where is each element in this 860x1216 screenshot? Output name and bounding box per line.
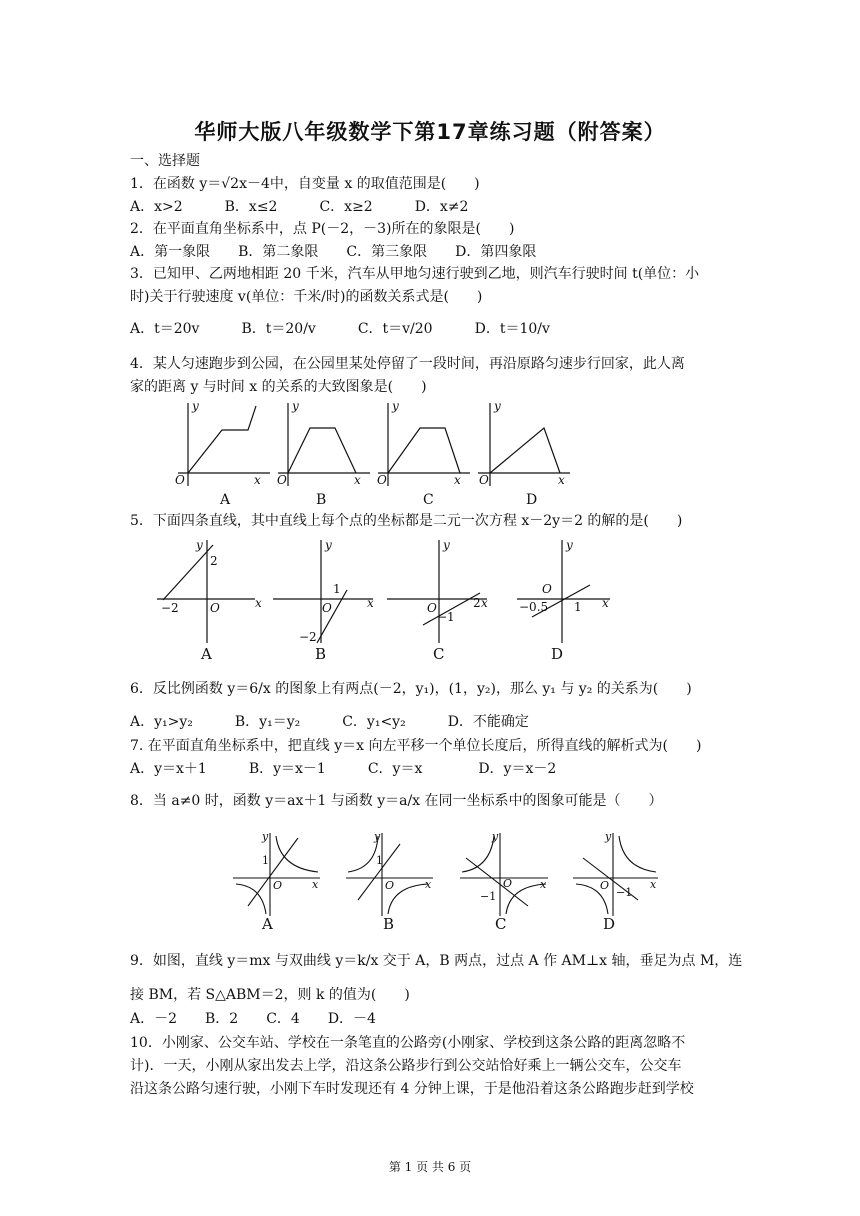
svg-text:O: O bbox=[377, 473, 387, 487]
q10-line3: 沿这条公路匀速行驶，小刚下车时发现还有 4 分钟上课，于是他沿着这条公路跑步赶到学校 bbox=[130, 1081, 694, 1097]
svg-text:A: A bbox=[201, 645, 212, 663]
svg-text:O: O bbox=[277, 473, 287, 487]
q1-options: A．x>2 B．x≤2 C．x≥2 D．x≠2 bbox=[130, 199, 469, 215]
svg-text:1: 1 bbox=[333, 582, 341, 596]
svg-text:x: x bbox=[454, 473, 461, 487]
svg-text:O: O bbox=[600, 879, 610, 892]
svg-text:1: 1 bbox=[376, 854, 383, 867]
svg-text:x: x bbox=[650, 878, 657, 891]
svg-text:B: B bbox=[316, 492, 327, 508]
svg-text:x: x bbox=[558, 473, 565, 487]
svg-text:B: B bbox=[383, 915, 395, 933]
q2-options: A．第一象限 B．第二象限 C．第三象限 D．第四象限 bbox=[130, 244, 537, 260]
q9-line1: 9．如图，直线 y＝mx 与双曲线 y＝k/x 交于 A，B 两点，过点 A 作 AM⊥x 轴，垂足为点 M，连 bbox=[130, 953, 743, 969]
svg-text:1: 1 bbox=[574, 600, 582, 614]
svg-text:x: x bbox=[255, 596, 262, 610]
q8-stem: 8．当 a≠0 时，函数 y＝ax＋1 与函数 y＝a/x 在同一坐标系中的图象可能是（ ） bbox=[130, 793, 663, 809]
q7-options: A．y＝x＋1 B．y＝x－1 C．y＝x D．y＝x－2 bbox=[130, 761, 557, 777]
q3-line1: 3．已知甲、乙两地相距 20 千米，汽车从甲地匀速行驶到乙地，则汽车行驶时间 t(单位：小 bbox=[130, 266, 700, 282]
svg-text:A: A bbox=[262, 915, 273, 933]
svg-text:x: x bbox=[425, 878, 432, 891]
section-heading: 一、选择题 bbox=[130, 153, 200, 169]
svg-text:O: O bbox=[542, 582, 552, 596]
svg-text:O: O bbox=[322, 601, 332, 615]
q9-options: A．－2 B．2 C．4 D．－4 bbox=[130, 1011, 376, 1027]
svg-text:D: D bbox=[603, 915, 616, 933]
svg-text:C: C bbox=[423, 492, 434, 508]
q10-line1: 10．小刚家、公交车站、学校在一条笔直的公路旁(小刚家、学校到这条公路的距离忽略不 bbox=[130, 1035, 686, 1051]
q1-stem: 1．在函数 y＝√2x－4中，自变量 x 的取值范围是( ) bbox=[130, 176, 480, 192]
svg-text:y: y bbox=[494, 399, 501, 413]
svg-text:x: x bbox=[354, 473, 361, 487]
svg-text:y: y bbox=[605, 830, 612, 843]
svg-text:y: y bbox=[325, 538, 332, 552]
q6-options: A．y₁>y₂ B．y₁＝y₂ C．y₁<y₂ D．不能确定 bbox=[130, 714, 529, 730]
svg-text:O: O bbox=[210, 601, 220, 615]
q5-stem: 5．下面四条直线，其中直线上每个点的坐标都是二元一次方程 x－2y＝2 的解的是( ) bbox=[130, 513, 683, 529]
svg-text:y: y bbox=[292, 399, 299, 413]
q4-line1: 4．某人匀速跑步到公园，在公园里某处停留了一段时间，再沿原路匀速步行回家，此人离 bbox=[130, 356, 685, 372]
svg-text:x: x bbox=[602, 596, 609, 610]
svg-text:y: y bbox=[196, 538, 203, 552]
svg-text:x: x bbox=[540, 878, 547, 891]
svg-text:y: y bbox=[492, 830, 499, 843]
page-footer: 第 1 页 共 6 页 bbox=[388, 1160, 472, 1174]
svg-text:y: y bbox=[443, 538, 450, 552]
svg-text:1: 1 bbox=[262, 854, 269, 867]
svg-text:D: D bbox=[551, 645, 564, 663]
q4-graphs bbox=[160, 398, 590, 508]
svg-text:x: x bbox=[481, 596, 488, 610]
svg-text:−2: −2 bbox=[161, 601, 179, 615]
q6-stem: 6．反比例函数 y＝6/x 的图象上有两点(－2，y₁)，(1，y₂)，那么 y₁ 与 y₂ 的关系为( ) bbox=[130, 681, 692, 697]
svg-text:x: x bbox=[312, 878, 319, 891]
q3-line2: 时)关于行驶速度 v(单位：千米/时)的函数关系式是( ) bbox=[130, 289, 483, 305]
svg-text:C: C bbox=[433, 645, 445, 663]
svg-text:O: O bbox=[503, 877, 513, 890]
svg-text:x: x bbox=[254, 473, 261, 487]
svg-text:C: C bbox=[495, 915, 507, 933]
svg-text:2: 2 bbox=[210, 554, 218, 568]
svg-text:−1: −1 bbox=[437, 610, 455, 624]
svg-text:O: O bbox=[273, 879, 283, 892]
svg-text:−1: −1 bbox=[480, 890, 497, 903]
svg-text:y: y bbox=[192, 399, 199, 413]
svg-text:B: B bbox=[315, 645, 327, 663]
svg-text:−1: −1 bbox=[616, 886, 633, 899]
svg-text:O: O bbox=[479, 473, 489, 487]
q2-stem: 2．在平面直角坐标系中，点 P(－2，－3)所在的象限是( ) bbox=[130, 221, 515, 237]
svg-text:2: 2 bbox=[473, 596, 481, 610]
svg-text:−2: −2 bbox=[299, 630, 317, 644]
svg-text:A: A bbox=[220, 492, 231, 508]
q3-options: A．t＝20v B．t＝20/v C．t＝v/20 D．t＝10/v bbox=[130, 321, 550, 337]
svg-text:O: O bbox=[175, 473, 185, 487]
q4-line2: 家的距离 y 与时间 x 的关系的大致图象是( ) bbox=[130, 379, 427, 395]
q7-stem: 7. 在平面直角坐标系中，把直线 y＝x 向左平移一个单位长度后，所得直线的解析式为( ) bbox=[130, 738, 702, 754]
svg-text:y: y bbox=[374, 830, 381, 843]
svg-text:D: D bbox=[526, 492, 538, 508]
svg-text:O: O bbox=[427, 601, 437, 615]
svg-text:y: y bbox=[566, 538, 573, 552]
q10-line2: 计)．一天，小刚从家出发去上学，沿这条公路步行到公交站恰好乘上一辆公交车，公交车 bbox=[130, 1058, 682, 1074]
svg-text:−0.5: −0.5 bbox=[519, 600, 549, 614]
svg-text:y: y bbox=[262, 830, 269, 843]
page-title: 华师大版八年级数学下第17章练习题（附答案） bbox=[194, 120, 666, 144]
svg-text:O: O bbox=[385, 879, 395, 892]
q8-graphs bbox=[228, 828, 668, 933]
q9-line2: 接 BM，若 S△ABM＝2，则 k 的值为( ) bbox=[130, 987, 410, 1003]
svg-text:x: x bbox=[367, 596, 374, 610]
q5-graphs bbox=[155, 535, 615, 665]
svg-text:y: y bbox=[392, 399, 399, 413]
